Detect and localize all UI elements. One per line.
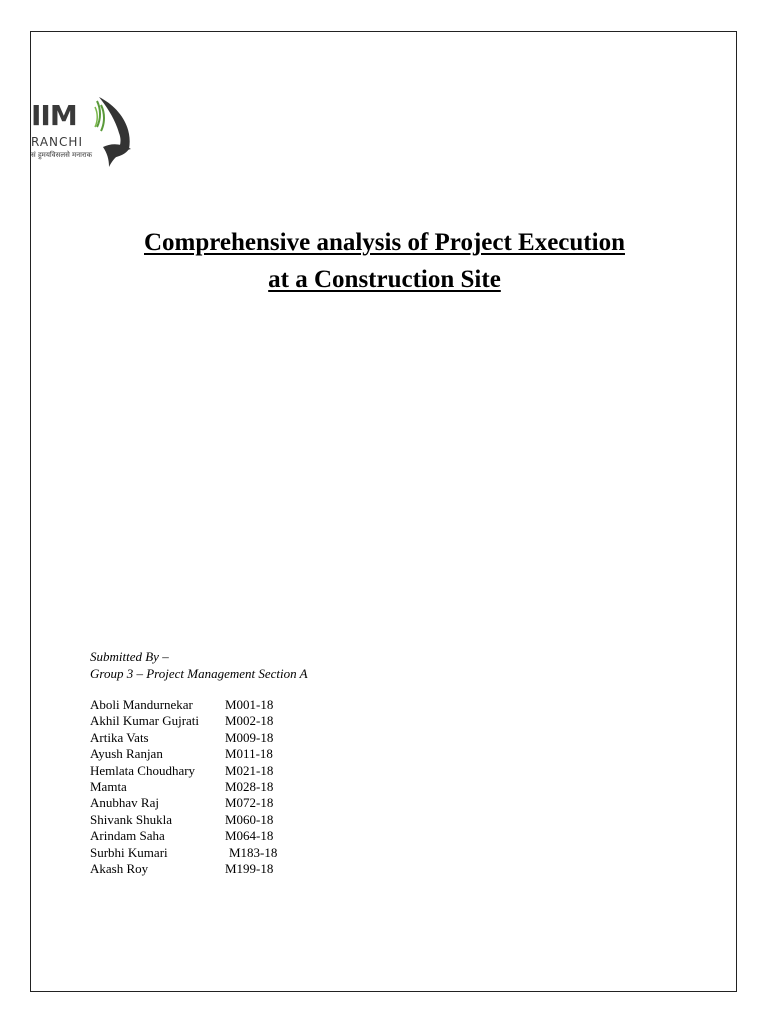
iim-ranchi-logo	[31, 97, 135, 173]
submitted-by-block	[90, 648, 308, 682]
member-row	[90, 746, 277, 762]
member-row	[90, 861, 277, 877]
member-name: Surbhi Kumari	[90, 844, 168, 860]
member-name: Artika Vats	[90, 729, 149, 745]
member-roll: M001-18	[225, 697, 274, 712]
member-name: Ayush Ranjan	[90, 746, 163, 762]
bird-leaf-icon	[89, 97, 135, 169]
member-roll: M064-18	[225, 828, 274, 844]
document-title	[31, 224, 738, 298]
member-row	[90, 845, 277, 861]
document-page	[30, 31, 737, 992]
member-name: Shivank Shukla	[90, 811, 172, 827]
title-line-2: at a Construction Site	[268, 266, 501, 293]
title-line-1: Comprehensive analysis of Project Execution	[144, 229, 625, 256]
group-label: Group 3 – Project Management Section A	[90, 666, 308, 681]
member-name: Aboli Mandurnekar	[90, 697, 193, 712]
member-roll: M199-18	[225, 860, 274, 876]
logo-motto: सं हुमयविसलसे मनाराक	[31, 151, 92, 159]
member-row	[90, 730, 277, 746]
member-row	[90, 812, 277, 828]
member-row	[90, 697, 277, 713]
member-roll: M072-18	[225, 795, 274, 811]
member-row	[90, 713, 277, 729]
member-roll: M183-18	[229, 844, 278, 860]
member-roll: M060-18	[225, 811, 274, 827]
member-name: Hemlata Choudhary	[90, 762, 196, 778]
member-roll: M011-18	[225, 746, 273, 762]
member-name: Akhil Kumar Gujrati	[90, 713, 200, 729]
logo-text-sub: RANCHI	[31, 135, 83, 149]
member-roll: M002-18	[225, 713, 274, 729]
submitted-by-label: Submitted By –	[90, 649, 169, 664]
member-row	[90, 779, 277, 795]
member-row	[90, 795, 277, 811]
member-roll: M009-18	[225, 729, 274, 745]
member-name: Arindam Saha	[90, 828, 165, 844]
member-row	[90, 828, 277, 844]
member-roll: M021-18	[225, 762, 274, 778]
member-row	[90, 763, 277, 779]
member-name: Akash Roy	[90, 860, 149, 876]
logo-text-main: IIM	[31, 99, 77, 132]
member-name: Anubhav Raj	[90, 795, 159, 811]
member-roll: M028-18	[225, 778, 274, 794]
member-list	[90, 697, 277, 877]
member-name: Mamta	[90, 778, 127, 794]
